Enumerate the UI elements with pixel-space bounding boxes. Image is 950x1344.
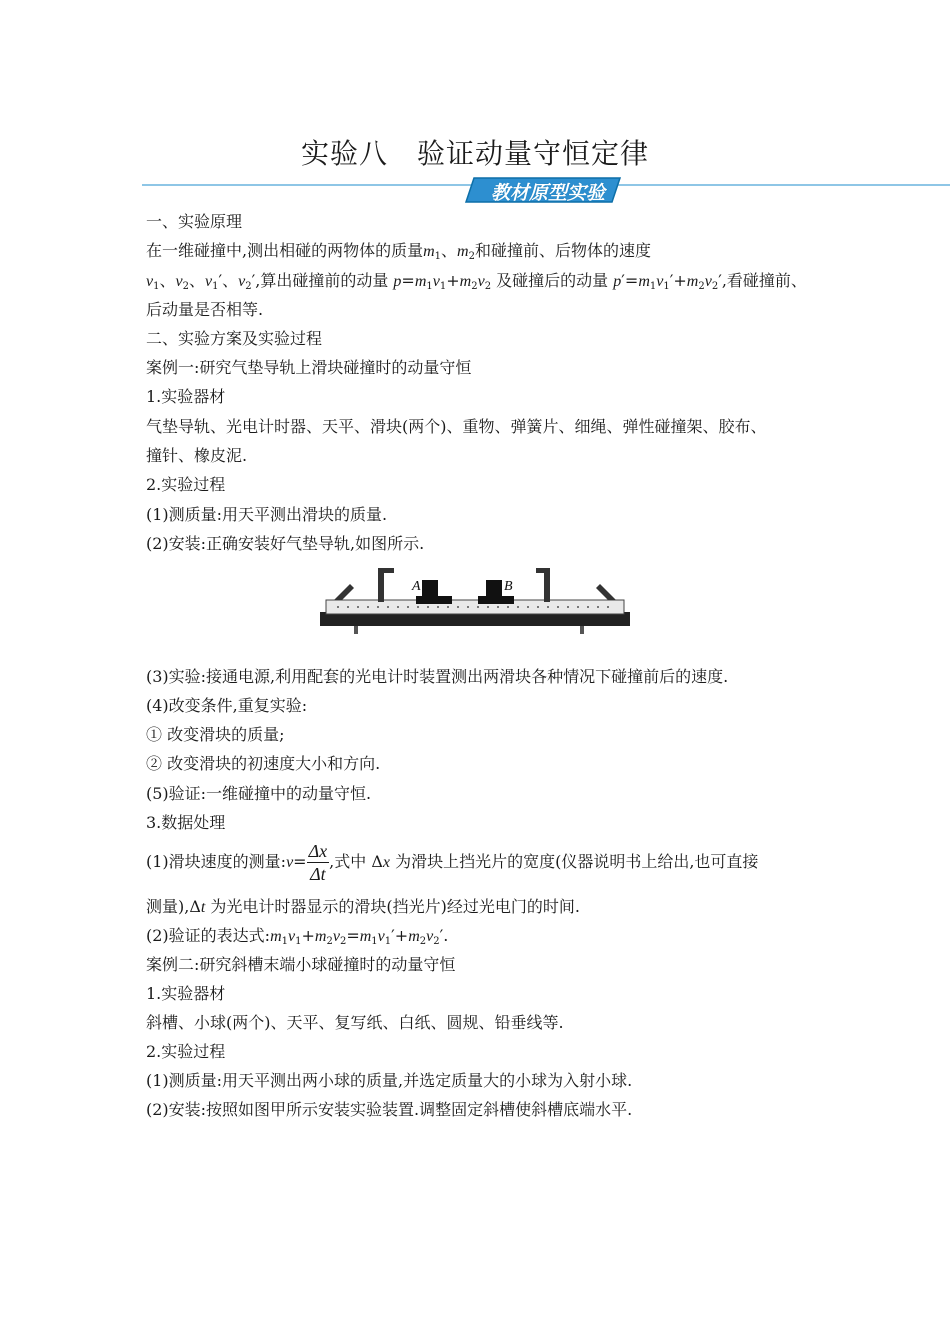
step-measure-mass: (1)测质量:用天平测出滑块的质量. (146, 505, 388, 524)
step-experiment: (3)实验:接通电源,利用配套的光电计时装置测出两滑块各种情况下碰撞前后的速度. (146, 667, 729, 686)
slider-a-label: A (412, 579, 421, 594)
case-one-process-heading: 2.实验过程 (146, 475, 226, 494)
data-processing-heading: 3.数据处理 (146, 813, 226, 832)
case-one-equipment-1: 气垫导轨、光电计时器、天平、滑块(两个)、重物、弹簧片、细绳、弹性碰撞架、胶布、 (146, 417, 767, 436)
velocity-formula-cont: 测量),Δt 为光电计时器显示的滑块(挡光片)经过光电门的时间. (146, 897, 581, 916)
air-track-figure (316, 560, 634, 640)
heading-procedure: 二、实验方案及实验过程 (146, 329, 323, 348)
case-two-process-heading: 2.实验过程 (146, 1042, 226, 1061)
heading-principle: 一、实验原理 (146, 212, 243, 231)
case-two-title: 案例二:研究斜槽末端小球碰撞时的动量守恒 (146, 955, 456, 974)
case-one-equipment-heading: 1.实验器材 (146, 387, 226, 406)
verification-expression: (2)验证的表达式$:m_1v_1+m_2v_2=m_1v_1'+m_2v_2'$. (146, 926, 449, 947)
velocity-fraction: $\frac{\Delta x}{\Delta t}$ (308, 841, 328, 884)
condition-velocity: ② 改变滑块的初速度大小和方向. (146, 754, 381, 773)
velocity-formula-line: (1)滑块速度的测量:v= $\frac{\Delta x}{\Delta t}$ ,式中 Δx 为滑块上挡光片的宽度(仪器说明书上给出,也可直接 (146, 841, 759, 884)
case-two-measure-mass: (1)测质量:用天平测出两小球的质量,并选定质量大的小球为入射小球. (146, 1071, 633, 1090)
case-one-title: 案例一:研究气垫导轨上滑块碰撞时的动量守恒 (146, 358, 472, 377)
case-one-equipment-2: 撞针、橡皮泥. (146, 446, 248, 465)
step-install: (2)安装:正确安装好气垫导轨,如图所示. (146, 534, 425, 553)
step-change-conditions: (4)改变条件,重复实验: (146, 696, 308, 715)
principle-text-1: 在一维碰撞中,测出相碰的两物体的质量$m_1$、$m_2$和碰撞前、后物体的速度 (146, 241, 651, 262)
banner-text: 教材原型实验 (490, 182, 605, 204)
page-title: 实验八 验证动量守恒定律 (300, 137, 649, 170)
case-two-equipment-heading: 1.实验器材 (146, 984, 226, 1003)
principle-text-2: $v_1$、$v_2$、$v_1'$、$v_2'$,算出碰撞前的动量 $p=m_1v_1+m_2v_2$ 及碰撞后的动量 $p'=m_1v_1'+m_2v_2'$,看碰撞前、 (146, 271, 807, 292)
principle-text-3: 后动量是否相等. (146, 300, 264, 319)
case-two-install: (2)安装:按照如图甲所示安装实验装置.调整固定斜槽使斜槽底端水平. (146, 1100, 633, 1119)
slider-b-label: B (504, 579, 513, 594)
step-verify: (5)验证:一维碰撞中的动量守恒. (146, 784, 372, 803)
case-two-equipment: 斜槽、小球(两个)、天平、复写纸、白纸、圆规、铅垂线等. (146, 1013, 564, 1032)
condition-mass: ① 改变滑块的质量; (146, 725, 285, 744)
